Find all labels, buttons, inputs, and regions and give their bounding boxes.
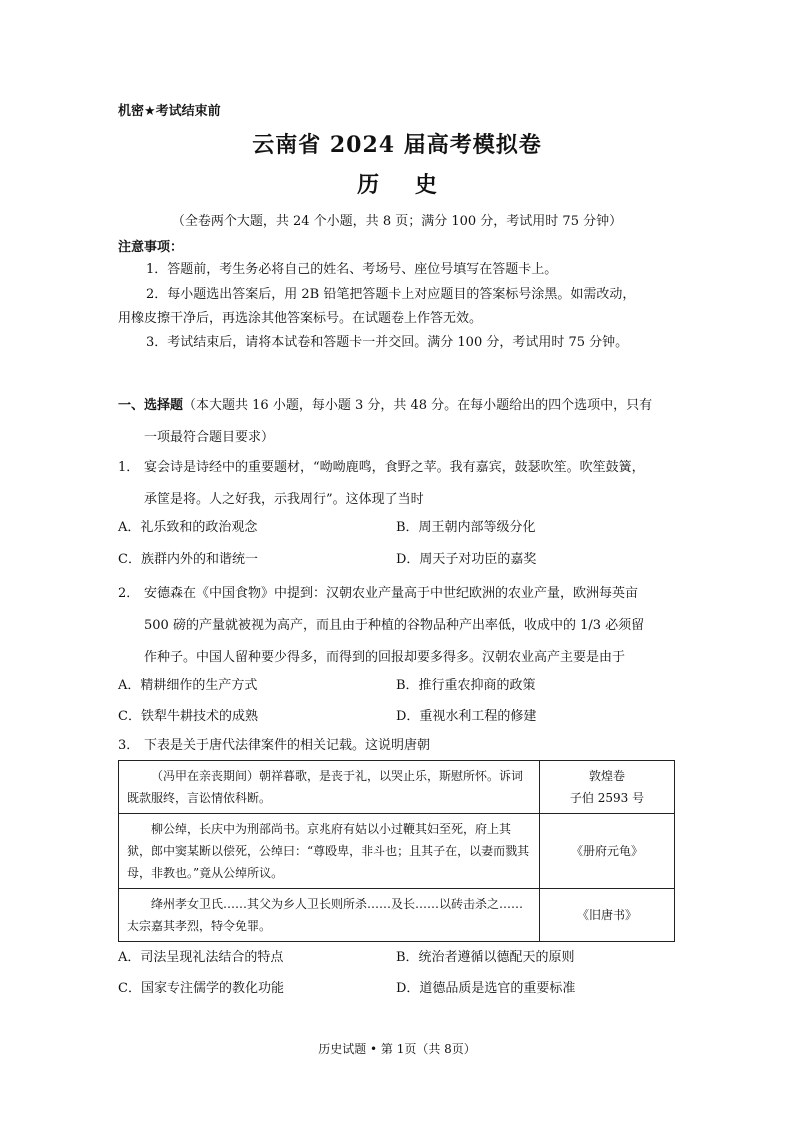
question-1 [118, 452, 678, 516]
question-stem: 宴会诗是诗经中的重要题材，“呦呦鹿鸣，食野之苹。我有嘉宾，鼓瑟吹笙。吹笙鼓簧， [144, 460, 645, 475]
section-desc-2: 一项最符合题目要求） [144, 430, 275, 445]
record-source: 《旧唐书》 [540, 889, 675, 942]
notice-item-2: 2．每小题选出答案后，用 2B 铅笔把答题卡上对应题目的答案标号涂黑。如需改动， [146, 287, 636, 302]
legal-records-table [118, 760, 675, 942]
option-b[interactable]: B．推行重农抑商的政策 [396, 678, 536, 693]
question-number: 1． [118, 460, 140, 475]
record-text: （冯甲在亲丧期间）朝祥暮歌，是丧于礼，以哭止乐，斯慰所怀。诉词既款服终，言讼情依科断。 [119, 761, 540, 814]
question-stem: 安德森在《中国食物》中提到：汉朝农业产量高于中世纪欧洲的农业产量，欧洲每英亩 [144, 586, 639, 601]
question-number: 3． [118, 738, 140, 753]
section-heading [118, 390, 688, 454]
record-source: 《册府元龟》 [540, 814, 675, 889]
option-a[interactable]: A．精耕细作的生产方式 [118, 678, 258, 693]
option-b[interactable]: B．统治者遵循以德配天的原则 [396, 950, 575, 965]
notice-item-1: 1．答题前，考生务必将自己的姓名、考场号、座位号填写在答题卡上。 [146, 262, 558, 277]
confidential-mark: 机密★考试结束前 [118, 104, 221, 119]
question-stem-cont: 作种子。中国人留种要少得多，而得到的回报却要多得多。汉朝农业高产主要是由于 [144, 650, 626, 665]
notice-item-2-cont: 用橡皮擦干净后，再选涂其他答案标号。在试题卷上作答无效。 [118, 311, 483, 326]
record-text: 绛州孝女卫氏……其父为乡人卫长则所杀……及长……以砖击杀之……太宗嘉其孝烈，特令免罪。 [119, 889, 540, 942]
question-3 [118, 730, 678, 762]
option-c[interactable]: C．族群内外的和谐统一 [118, 552, 258, 567]
table-row [119, 889, 675, 942]
section-title: 一、选择题 [118, 398, 184, 413]
option-a[interactable]: A．司法呈现礼法结合的特点 [118, 950, 284, 965]
option-a[interactable]: A．礼乐致和的政治观念 [118, 520, 258, 535]
notice-item-3: 3．考试结束后，请将本试卷和答题卡一并交回。满分 100 分，考试用时 75 分钟。 [146, 335, 629, 350]
question-stem: 下表是关于唐代法律案件的相关记载。这说明唐朝 [144, 738, 431, 753]
record-text: 柳公绰，长庆中为刑部尚书。京兆府有姑以小过鞭其妇至死，府上其狱，郎中窦某断以偿死，公绰曰：“尊殴卑，非斗也；且其子在，以妻而戮其母，非教也。”竟从公绰所议。 [119, 814, 540, 889]
option-b[interactable]: B．周王朝内部等级分化 [396, 520, 536, 535]
record-source: 敦煌卷 子伯 2593 号 [540, 761, 675, 814]
page-footer: 历史试题 • 第 1页（共 8页） [318, 1042, 476, 1056]
option-c[interactable]: C．铁犁牛耕技术的成熟 [118, 709, 258, 724]
option-c[interactable]: C．国家专注儒学的教化功能 [118, 981, 284, 996]
notice-heading: 注意事项： [118, 240, 184, 255]
table-row [119, 814, 675, 889]
option-d[interactable]: D．道德品质是选官的重要标准 [396, 981, 576, 996]
exam-title: 云南省 2024 届高考模拟卷 [252, 132, 542, 158]
question-stem-cont: 500 磅的产量就被视为高产，而且由于种植的谷物品种产出率低，收成中的 1/3 必须留 [144, 618, 645, 633]
subject-title: 历 史 [357, 172, 451, 198]
option-d[interactable]: D．重视水利工程的修建 [396, 709, 537, 724]
table-row [119, 761, 675, 814]
question-2 [118, 578, 678, 674]
section-desc: （本大题共 16 小题，每小题 3 分，共 48 分。在每小题给出的四个选项中，只有 [183, 398, 653, 413]
question-number: 2． [118, 586, 140, 601]
option-d[interactable]: D．周天子对功臣的嘉奖 [396, 552, 537, 567]
exam-info: （全卷两个大题，共 24 个小题，共 8 页；满分 100 分，考试用时 75 分钟） [171, 214, 623, 229]
question-stem-cont: 承筐是将。人之好我，示我周行”。这体现了当时 [144, 492, 424, 507]
